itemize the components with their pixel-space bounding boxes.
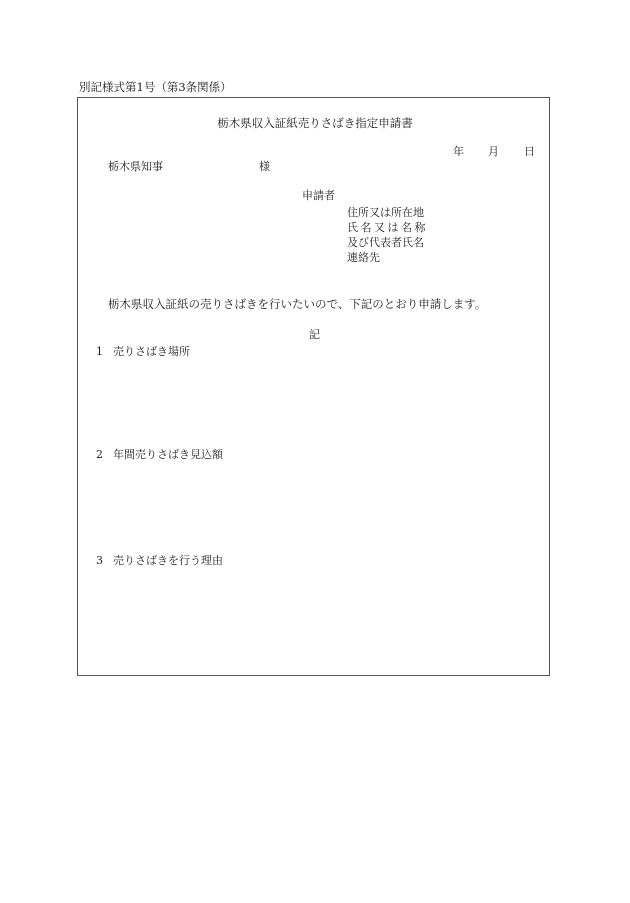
addressee-honorific: 様 — [259, 160, 270, 173]
item-label: 売りさばき場所 — [113, 345, 190, 358]
applicant-label: 申請者 — [302, 189, 335, 202]
date-day-label: 日 — [524, 145, 535, 158]
applicant-contact-field: 連絡先 — [347, 251, 380, 264]
item-label: 年間売りさばき見込額 — [113, 448, 223, 461]
item-number: 2 — [96, 448, 103, 461]
applicant-address-field: 住所又は所在地 — [347, 206, 424, 219]
item-number: 1 — [96, 345, 103, 358]
item-sales-location — [96, 345, 190, 359]
item-number: 3 — [96, 554, 103, 567]
date-year-label: 年 — [453, 145, 464, 158]
item-sales-reason — [96, 554, 223, 568]
item-label: 売りさばきを行う理由 — [113, 554, 223, 567]
form-frame — [77, 97, 550, 676]
ki-heading: 記 — [309, 328, 320, 341]
applicant-name-field: 氏名又は名称 — [347, 221, 428, 234]
date-month-label: 月 — [488, 145, 499, 158]
application-statement: 栃木県収入証紙の売りさばきを行いたいので、下記のとおり申請します。 — [108, 297, 487, 311]
item-annual-sales-estimate — [96, 448, 223, 462]
document-title: 栃木県収入証紙売りさばき指定申請書 — [217, 116, 413, 130]
applicant-representative-field: 及び代表者氏名 — [347, 236, 424, 249]
form-number-label: 別記様式第1号（第3条関係） — [79, 80, 232, 94]
addressee: 栃木県知事 — [108, 160, 163, 173]
